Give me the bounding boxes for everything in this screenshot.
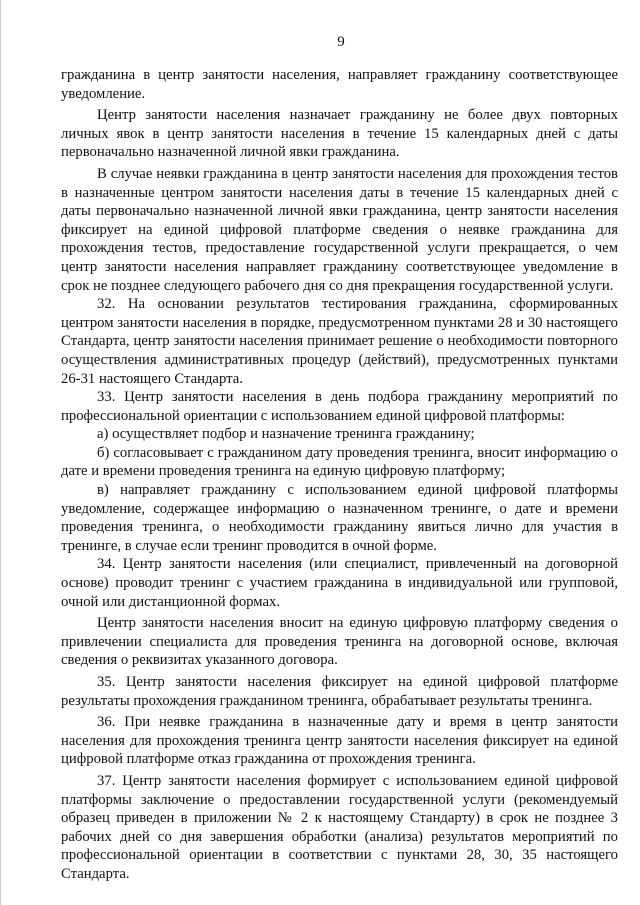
paragraph-item-37: 37. Центр занятости населения формирует с использованием единой цифровой платформы заключение о предоставлении государственной услуги (рекомендуемый образец приведен в приложении № 2 к настоящему Стандарту) в срок не позднее 3 рабочих дней со дня завершения обработки (анализа) результатов мероприятий по профессиональной ориентации в соответствии с пунктами 28, 30, 35 настоящего Стандарта.	[61, 772, 618, 882]
subitem-v: в) направляет гражданину с использованием единой цифровой платформы уведомление, содержащее информацию о назначенном тренинге, о дате и времени проведения тренинга, о необходимости гражданину явиться лично для участия в тренинге, в случае если тренинг проводится в очной форме.	[61, 482, 618, 554]
paragraph: В случае неявки гражданина в центр занятости населения для прохождения тестов в назначенные центром занятости населения даты в течение 15 календарных дней с даты первоначально назначенной личной явки гражданина, центр занятости населения фиксирует на единой цифровой платформе сведения о неявке гражданина для прохождения тестов, предоставление государственной услуги прекращается, о чем центр занятости населения направляет гражданину соответствующее уведомление в срок не позднее следующего рабочего дня со дня прекращения государственной услуги.	[61, 165, 618, 294]
page-number: 9	[337, 34, 345, 50]
paragraph-item-33: 33. Центр занятости населения в день подбора гражданину мероприятий по профессиональной ориентации с использованием единой цифровой платформы:	[61, 389, 618, 424]
document-body	[61, 66, 618, 884]
paragraph: гражданина в центр занятости населения, направляет гражданину соответствующее уведомление.	[61, 67, 618, 102]
paragraph-item-35: 35. Центр занятости населения фиксирует на единой цифровой платформе результаты прохождения гражданином тренинга, обрабатывает результаты тренинга.	[61, 674, 618, 709]
subitem-b: б) согласовывает с гражданином дату проведения тренинга, вносит информацию о дате и времени проведения тренинга на единую цифровую платформу;	[61, 444, 618, 480]
paragraph: Центр занятости населения вносит на единую цифровую платформу сведения о привлечении специалиста для проведения тренинга на договорной основе, включая сведения о реквизитах указанного договора.	[61, 615, 618, 669]
paragraph-item-36: 36. При неявке гражданина в назначенные дату и время в центр занятости населения для прохождения тренинга центр занятости населения фиксирует на единой цифровой платформе отказ гражданина от прохождения тренинга.	[61, 714, 618, 768]
paragraph: Центр занятости населения назначает гражданину не более двух повторных личных явок в центр занятости населения в течение 15 календарных дней с даты первоначально назначенной личной явки гражданина.	[61, 107, 618, 161]
paragraph-item-32: 32. На основании результатов тестирования гражданина, сформированных центром занятости населения в порядке, предусмотренном пунктами 28 и 30 настоящего Стандарта, центр занятости населения принимает решение о необходимости повторного осуществления административных процедур (действий), предусмотренных пунктами 26-31 настоящего Стандарта.	[61, 296, 618, 387]
subitem-a: а) осуществляет подбор и назначение тренинга гражданину;	[97, 426, 475, 443]
paragraph-item-34: 34. Центр занятости населения (или специалист, привлеченный на договорной основе) проводит тренинг с участием гражданина в индивидуальной или групповой, очной или дистанционной формах.	[61, 556, 618, 610]
